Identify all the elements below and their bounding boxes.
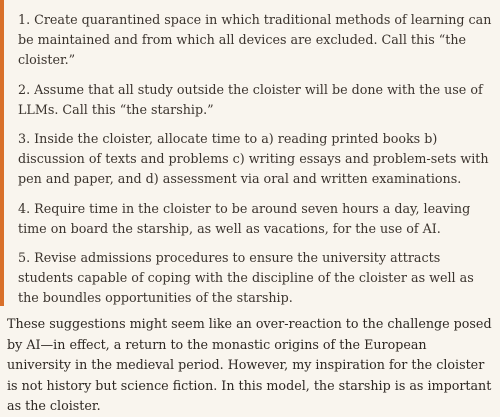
proposal-item-4: 4. Require time in the cloister to be around seven hours a day, leaving time on board the starship, as well as vacations, for the use of AI.: [18, 200, 471, 236]
proposal-item-5: 5. Revise admissions procedures to ensure the university attracts students capable of coping with the discipline of the cloister as well as the boundles opportunities of the starship.: [18, 250, 474, 305]
proposal-item-2: 2. Assume that all study outside the cloister will be done with the use of LLMs. Call this “the starship.”: [18, 81, 483, 117]
proposal-item-3: 3. Inside the cloister, allocate time to a) reading printed books b) discussion of texts and problems c) writing essays and problem-sets with pen and paper, and d) assessment via oral and written examinations.: [18, 131, 489, 186]
body-paragraph: These suggestions might seem like an over-reaction to the challenge posed by AI—in effect, a return to the monastic origins of the European university in the medieval period. However, my inspiration for the cloister is not history but science fiction. In this model, the starship is as important as the cloister.: [7, 316, 492, 413]
proposal-item-1: 1. Create quarantined space in which traditional methods of learning can be maintained and from which all devices are excluded. Call this “the cloister.”: [18, 12, 492, 67]
